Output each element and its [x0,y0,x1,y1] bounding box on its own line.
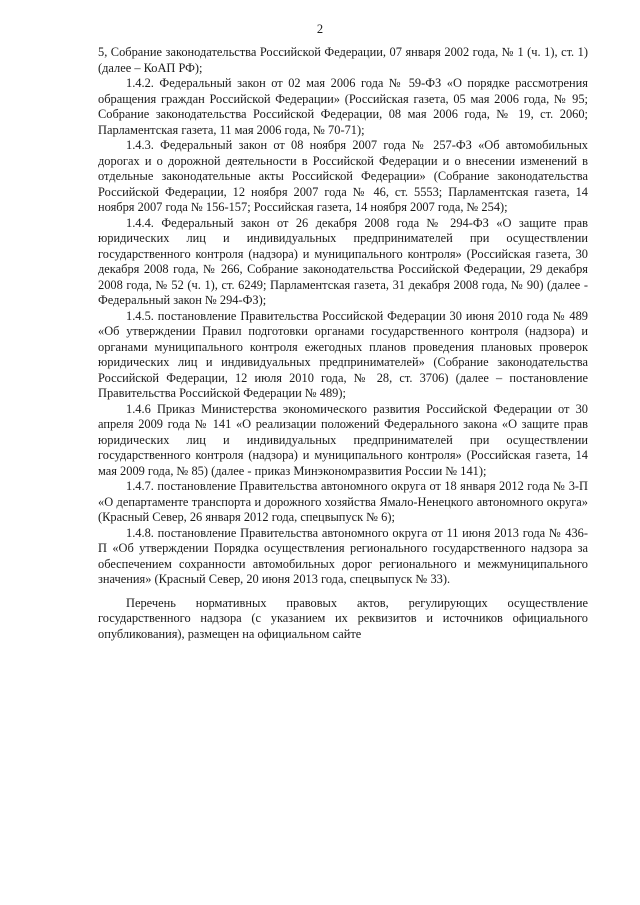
page-number: 2 [316,22,324,36]
paragraph-1-4-2: 1.4.2. Федеральный закон от 02 мая 2006 года № 59-ФЗ «О порядке рассмотрения обращения граждан Российской Федерации» (Российская газета, 05 мая 2006 года, № 95; Собрание законодательства Российской Федерации, 08 мая 2006 года, № 19, ст. 2060; Парламентская газета, 11 мая 2006 года, № 70-71); [98,76,588,137]
paragraph-1-4-4: 1.4.4. Федеральный закон от 26 декабря 2008 года № 294-ФЗ «О защите прав юридических лиц и индивидуальных предпринимателей при осуществлении государственного контроля (надзора) и муниципального контроля» (Российская газета, 30 декабря 2008 года, № 266, Собрание законодательства Российской Федерации, 29 декабря 2008 года, № 52 (ч. 1), ст. 6249; Парламентская газета, 31 декабря 2008 года, № 90) (далее - Федеральный закон № 294-ФЗ); [98,215,588,307]
document-body [98,45,588,642]
paragraph-1-4-6: 1.4.6 Приказ Министерства экономического развития Российской Федерации от 30 апреля 2009 года № 141 «О реализации положений Федерального закона «О защите прав юридических лиц и индивидуальных предпринимателей при осуществлении государственного контроля (надзора) и муниципального контроля» (Российская газета, 14 мая 2009 года, № 85) (далее - приказ Минэкономразвития России № 141); [98,401,588,478]
paragraph-1-4-8: 1.4.8. постановление Правительства автономного округа от 11 июня 2013 года № 436-П «Об утверждении Порядка осуществления регионального государственного надзора за обеспечением сохранности автомобильных дорог регионального и межмуниципального значения» (Красный Север, 20 июня 2013 года, спецвыпуск № 33). [98,525,588,586]
paragraph-1-4-3: 1.4.3. Федеральный закон от 08 ноября 2007 года № 257-ФЗ «Об автомобильных дорогах и о дорожной деятельности в Российской Федерации и о внесении изменений в отдельные законодательные акты Российской Федерации» (Собрание законодательства Российской Федерации, 12 ноября 2007 года № 46, ст. 5553; Парламентская газета, 14 ноября 2007 года № 156-157; Российская газета, 14 ноября 2007 года, № 254); [98,138,588,214]
paragraph-1-4-7: 1.4.7. постановление Правительства автономного округа от 18 января 2012 года № 3-П «О департаменте транспорта и дорожного хозяйства Ямало-Ненецкого автономного округа» (Красный Север, 26 января 2012 года, спецвыпуск № 6); [98,479,588,524]
paragraph-1-4-5: 1.4.5. постановление Правительства Российской Федерации 30 июня 2010 года № 489 «Об утверждении Правил подготовки органами государственного контроля (надзора) и органами муниципального контроля ежегодных планов проведения плановых проверок юридических лиц и индивидуальных предпринимателей» (Собрание законодательства Российской Федерации, 12 июля 2010 года, № 28, ст. 3706) (далее – постановление Правительства Российской Федерации № 489); [98,308,588,400]
paragraph-koap-continuation: 5, Собрание законодательства Российской Федерации, 07 января 2002 года, № 1 (ч. 1), ст. 1) (далее – КоАП РФ); [98,45,588,75]
paragraph-regulatory-list: Перечень нормативных правовых актов, регулирующих осуществление государственного надзора (с указанием их реквизитов и источников официального опубликования), размещен на официальном сайте [98,595,588,641]
